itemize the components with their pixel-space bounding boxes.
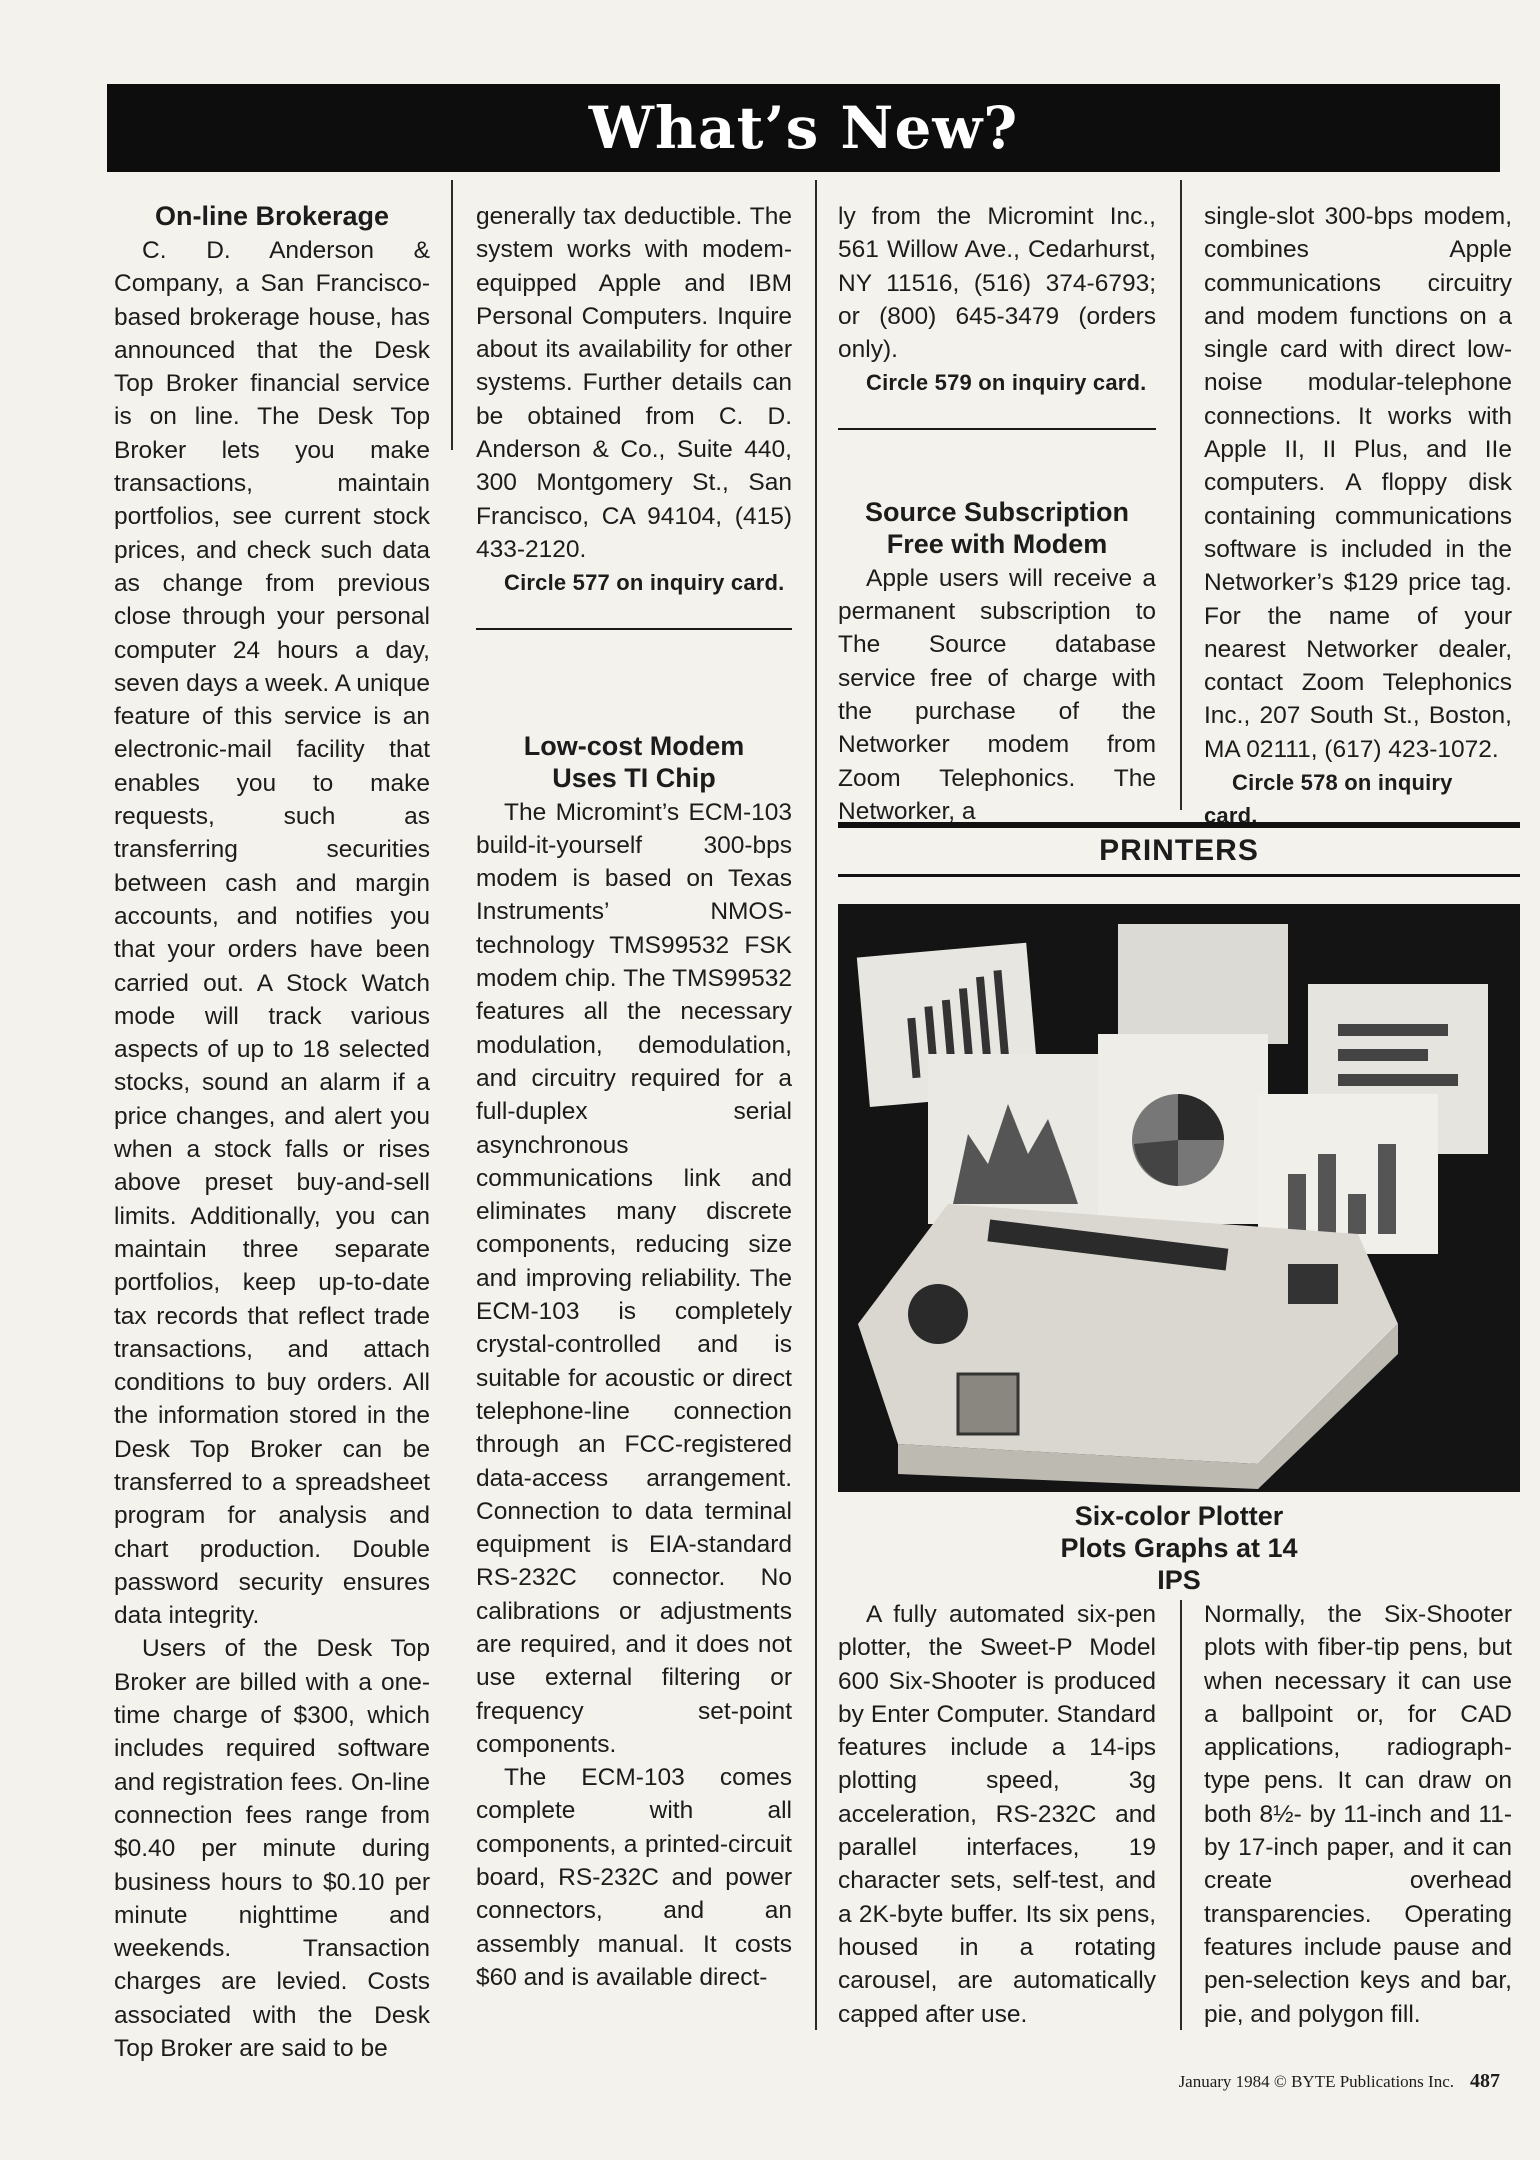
page-footer (1160, 2070, 1500, 2093)
modem-chip-paragraph: The Micromint’s ECM-103 build-it-yourself 300-bps modem is based on Texas Instruments’ NMOS-technology TMS99532 FSK modem chip. The TMS99532 features all the necessary modulation, demodulation, and circuitry required for a full-duplex serial asynchronous communications link and eliminates many discrete components, reducing size and improving reliability. The ECM-103 is completely crystal-controlled and is suitable for acoustic or direct telephone-line connection through an FCC-registered data-access arrangement. Connection to data terminal equipment is EIA-standard RS-232C connector. No calibrations or adjustments are required, and it does not use external filtering or frequency set-point components. (476, 798, 792, 1758)
modem-chip-paragraph-continued: ly from the Micromint Inc., 561 Willow Ave., Cedarhurst, NY 11516, (516) 374-6793; or (800) 645-3479 (orders only). (838, 203, 1156, 364)
plotter-paragraph: A fully automated six-pen plotter, the Sweet-P Model 600 Six-Shooter is produced by Enter Computer. Standard features include a 14-ips plotting speed, 3g acceleration, RS-232C and parallel interfaces, 19 character sets, self-test, and a 2K-byte buffer. Its six pens, housed in a rotating carousel, are automatically capped after use. (838, 1601, 1156, 2028)
brokerage-paragraph-continued: generally tax deductible. The system works with modem-equipped Apple and IBM Personal Computers. Inquire about its availability for other systems. Further details can be obtained from C. D. Anderson & Co., Suite 440, 300 Montgomery St., San Francisco, CA 94104, (415) 433-2120. (476, 203, 792, 563)
modem-chip-heading-line: Uses TI Chip (552, 762, 716, 793)
column-2 (476, 200, 792, 1994)
printers-section-header: PRINTERS (838, 822, 1520, 877)
footer-credit: January 1984 © BYTE Publications Inc. (1178, 2072, 1454, 2091)
column-divider (1180, 180, 1182, 810)
column-divider (1180, 1600, 1182, 2030)
brokerage-paragraph: Users of the Desk Top Broker are billed with a one-time charge of $300, which includes required software and registration fees. On-line connection fees range from $0.40 per minute during business hours to $0.10 per minute nighttime and weekends. Transaction charges are levied. Costs associated with the Desk Top Broker are said to be (114, 1635, 430, 2063)
source-paragraph-continued: single-slot 300-bps modem, combines Apple communications circuitry and modem functions on a single card with direct low-noise modular-telephone connections. It works with Apple II, II Plus, and IIe computers. A floppy disk containing communications software is included in the Networker’s $129 price tag. For the name of your nearest Networker dealer, contact Zoom Telephonics Inc., 207 South St., Boston, MA 02111, (617) 423-1072. (1204, 203, 1512, 763)
whats-new-banner: What’s New? (107, 84, 1500, 172)
modem-chip-heading (476, 730, 792, 794)
inquiry-card-note: Circle 577 on inquiry card. (504, 570, 785, 596)
source-paragraph: Apple users will receive a permanent subscription to The Source database service free of charge with the purchase of the Networker modem from Zoom Telephonics. The Networker, a (838, 564, 1156, 825)
column-divider (451, 180, 453, 450)
plotter-heading-line: IPS (1157, 1565, 1201, 1595)
column-6 (1204, 1598, 1512, 2031)
page-number: 487 (1470, 2070, 1500, 2092)
plotter-paragraph: Normally, the Six-Shooter plots with fiber-tip pens, but when necessary it can use a ballpoint or, for CAD applications, radiograph-type pens. It can draw on both 8½- by 11-inch and 11- by 17-inch paper, and it can create overhead transparencies. Operating features include pause and pen-selection keys and bar, pie, and polygon fill. (1204, 1601, 1512, 2028)
column-3 (838, 200, 1156, 828)
source-heading (838, 496, 1156, 560)
plotter-heading-line: Plots Graphs at 14 (1060, 1533, 1298, 1563)
brokerage-heading: On-line Brokerage (154, 201, 390, 231)
column-5 (838, 1598, 1156, 2031)
column-4 (1204, 200, 1512, 833)
plotter-illustration (838, 904, 1520, 1492)
column-1 (114, 200, 430, 2065)
inquiry-card-note: Circle 579 on inquiry card. (866, 370, 1147, 396)
inquiry-card-note: Circle 578 on inquiry card. (1204, 770, 1453, 829)
column-divider (815, 180, 817, 2030)
plotter-photo (838, 904, 1520, 1492)
modem-chip-heading-line: Low-cost Modem (523, 730, 745, 761)
brokerage-paragraph: C. D. Anderson & Company, a San Francisco-based brokerage house, has announced that the Desk Top Broker financial service is on line. The Desk Top Broker lets you make transactions, maintain portfolios, see current stock prices, and check such data as change from previous close through your personal computer 24 hours a day, seven days a week. A unique feature of this service is an electronic-mail facility that enables you to make requests, such as transferring securities between cash and margin accounts, and notifies you that your orders have been carried out. A Stock Watch mode will track various aspects of up to 18 selected stocks, sound an alarm if a price changes, and alert you when a stock falls or rises above preset buy-and-sell limits. Additionally, you can maintain three separate portfolios, keep up-to-date tax records that reflect trade transactions, and attach conditions to buy orders. All the information stored in the Desk Top Broker can be transferred to a spreadsheet program for analysis and chart production. Double password security ensures data integrity. (114, 237, 430, 1630)
plotter-heading-line: Six-color Plotter (1074, 1501, 1284, 1531)
modem-chip-paragraph: The ECM-103 comes complete with all components, a printed-circuit board, RS-232C and power connectors, and an assembly manual. It costs $60 and is available direct- (476, 1764, 792, 1991)
source-heading-line: Free with Modem (886, 528, 1108, 559)
source-heading-line: Source Subscription (864, 496, 1130, 527)
plotter-heading (838, 1500, 1520, 1596)
